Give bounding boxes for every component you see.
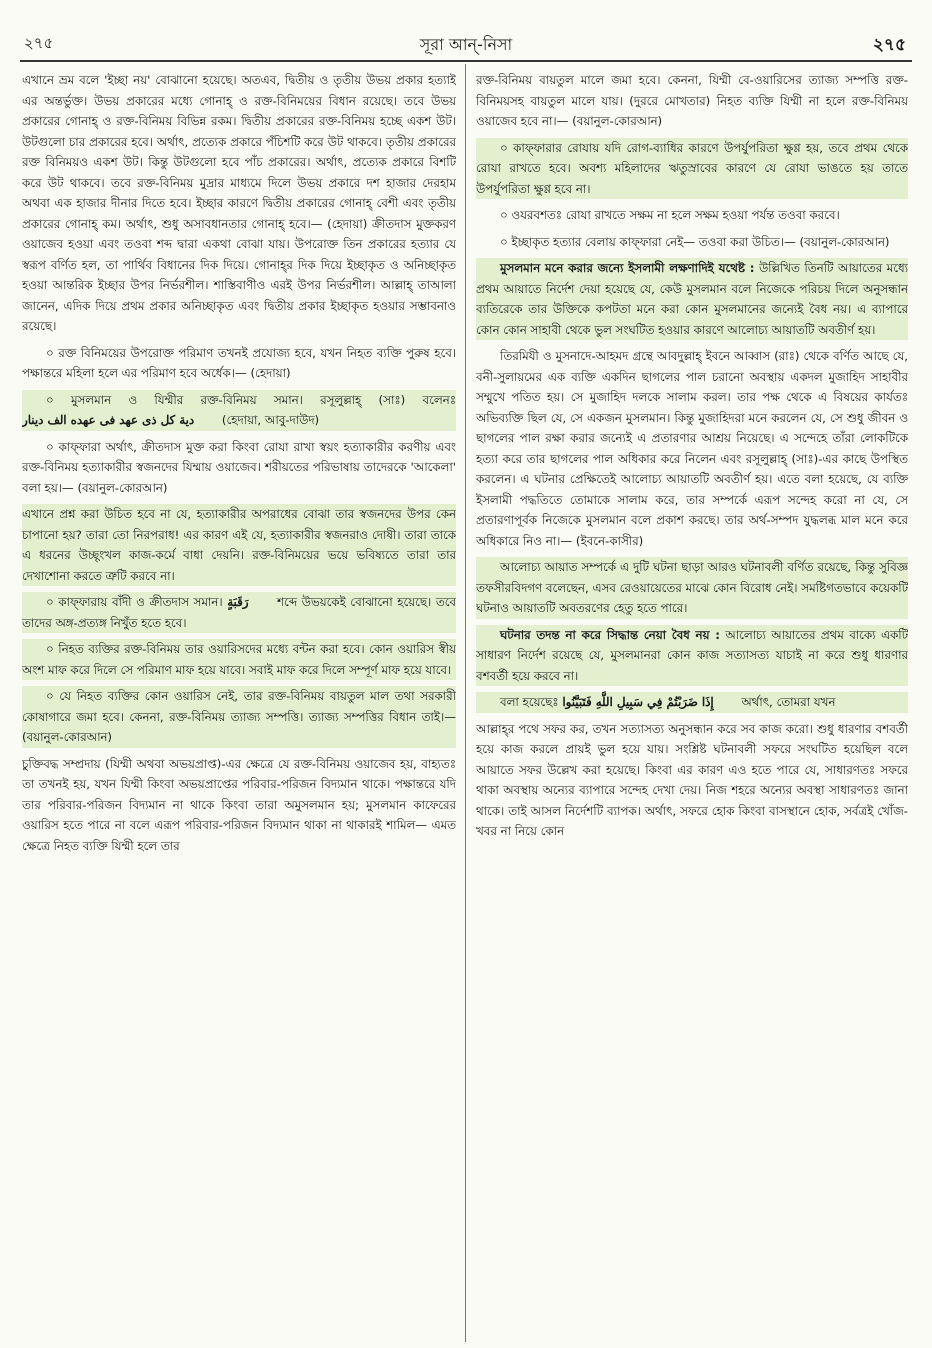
- paragraph-text: শব্দে উভয়কেই বোঝানো হয়েছে। তবে তাদের অঙ্গ-প্রত্যঙ্গ নিখুঁত হতে হবে।: [22, 595, 456, 630]
- page-header: [20, 30, 912, 56]
- section-heading: ঘটনার তদন্ত না করে সিদ্ধান্ত নেয়া বৈধ নয় :: [500, 627, 720, 642]
- paragraph: এখানে ভ্রম বলে 'ইচ্ছা নয়' বোঝানো হয়েছে। অতএব, দ্বিতীয় ও তৃতীয় উভয় প্রকার হত্যাই এর অন্তর্ভুক্ত। উভয় প্রকারের মধ্যে গোনাহ্‌ ও রক্ত-বিনিময়ের বিধান রয়েছে। তবে উভয় প্রকারের গোনাহ্‌ ও রক্ত-বিনিময় বিভিন্ন রকম। দ্বিতীয় প্রকারের রক্ত-বিনিময় হচ্ছে একশ উট। উটগুলো চার প্রকারের হবে। অর্থাৎ, প্রত্যেক প্রকারে পঁচিশটি করে উট থাকবে। তৃতীয় প্রকারের রক্ত বিনিময়ও একশ উট। কিন্তু উটগুলো হবে পাঁচ প্রকারের। অর্থাৎ, প্রত্যেক প্রকারে বিশটি করে উট থাকবে। তবে রক্ত-বিনিময় মুদ্রার মাধ্যমে দিলে উভয় প্রকারে দশ হাজার দেরহাম অথবা এক হাজার দীনার দিতে হবে। ইচ্ছার কারণে দ্বিতীয় প্রকারের গোনাহ্‌ বেশী এবং তৃতীয় প্রকারের গোনাহ্‌ কম। অর্থাৎ, শুধু অসাবধানতার গোনাহ্‌ হবে।— (হেদায়া) ক্রীতদাস মুক্তকরণ ওয়াজেব হওয়া এবং তওবা শব্দ দ্বারা একথা বোঝা যায়। উপরোক্ত তিন প্রকারের হত্যার যে স্বরূপ বর্ণিত হল, তা পার্থিব বিধানের দিক দিয়ে। গোনাহ্‌র দিক দিয়ে ইচ্ছাকৃত ও অনিচ্ছাকৃত হওয়া আন্তরিক ইচ্ছার উপর নির্ভরশীল। শাস্তিবাণীও এরই উপর নির্ভরশীল। আল্লাহ্‌ তাআলা জানেন, এদিক দিয়ে প্রথম প্রকার অনিচ্ছাকৃত এবং দ্বিতীয় প্রকার ইচ্ছাকৃত হওয়ার সম্ভাবনাও রয়েছে।: [22, 73, 456, 333]
- paragraph-text: আলোচ্য আয়াতের প্রথম বাক্যে একটি সাধারণ নির্দেশ রয়েছে যে, মুসলমানরা কোন কাজ সত্যাসত্য যাচাই না করে শুধু ধারণার বশবর্তী হয়ে করবে না।: [476, 627, 908, 683]
- paragraph: [476, 692, 908, 713]
- column-divider: [465, 64, 466, 1342]
- paragraph: আল্লাহ্‌র পথে সফর কর, তখন সত্যাসত্য অনুসন্ধান করে সব কাজ করো। শুধু ধারণার বশবর্তী হয়ে কাজ করলে প্রায়ই ভুল হয়ে যায়। সংশ্লিষ্ট ঘটনাবলী সফরে সংঘটিত হয়েছিল বলে আয়াতে সফর উল্লেখ করা হয়েছে। কিংবা এর কারণ এও হতে পারে যে, সাধারণতঃ সফরে থাকা অবস্থায় অন্যের ব্যাপারে সন্দেহ দেখা দেয়। নিজ শহরে অন্যের অবস্থা সাধারণতঃ জানা থাকে। তাই আসল নির্দেশটি ব্যাপক। অর্থাৎ, সফরে হোক কিংবা বাসস্থানে হোক, সর্বত্রই খোঁজ-খবর না নিয়ে কোন: [476, 721, 908, 838]
- paragraph: ০ কাফ্‌ফারা অর্থাৎ, ক্রীতদাস মুক্ত করা কিংবা রোযা রাখা স্বয়ং হত্যাকারীর করণীয় এবং রক্ত-বিনিময় হত্যাকারীর স্বজনদের যিম্মায় ওয়াজেব। শরীয়তের পরিভাষায় তাদেরকে 'আকেলা' বলা হয়।— (বয়ানুল-কোরআন): [22, 439, 456, 495]
- arabic-word: رَقَبَةٍ: [227, 595, 249, 609]
- paragraph: ০ নিহত ব্যক্তির রক্ত-বিনিময় তার ওয়ারিসদের মধ্যে বন্টন করা হবে। কোন ওয়ারিস স্বীয় অংশ মাফ করে দিলে সে পরিমাণ মাফ হয়ে যাবে। সবাই মাফ করে দিলে সম্পূর্ণ মাফ হয়ে যাবে।: [22, 639, 456, 680]
- header-rule: [20, 60, 912, 62]
- paragraph: আলোচ্য আয়াত সম্পর্কে এ দুটি ঘটনা ছাড়া আরও ঘটনাবলী বর্ণিত রয়েছে, কিন্তু সুবিজ্ঞ তফসীরবিদগণ বলেছেন, এসব রেওয়ায়েতের মাঝে কোন বিরোধ নেই। সমষ্টিগতভাবে কয়েকটি ঘটনাও আয়াতটি অবতরণের হেতু হতে পারে।: [476, 557, 908, 619]
- paragraph-text: উল্লিখিত তিনটি আয়াতের মধ্যে প্রথম আয়াতে নির্দেশ দেয়া হয়েছে যে, কেউ মুসলমান বলে নিজেকে পরিচয় দিলে অনুসন্ধান ব্যতিরেকে তার উক্তিকে কপটতা মনে করা কোন মুসলমানের জন্যেই বৈধ নয়। এ ব্যাপারে কোন কোন সাহাবী থেকে ভুল সংঘটিত হওয়ার কারণে আলোচ্য আয়াতটি অবতীর্ণ হয়।: [476, 261, 908, 337]
- paragraph: এখানে প্রশ্ন করা উচিত হবে না যে, হত্যাকারীর অপরাধের বোঝা তার স্বজনদের উপর কেন চাপানো হয়? তারা তো নিরপরাধ! এর কারণ এই যে, হত্যাকারীর স্বজনরাও দোষী। তারা তাকে এ ধরনের উচ্ছৃংখল কাজ-কর্মে বাধা দেয়নি। রক্ত-বিনিময়ের ভয়ে ভবিষ্যতে তারা তার দেখাশোনা করতে ত্রুটি করবে না।: [22, 504, 456, 586]
- paragraph: ০ ওযরবশতঃ রোযা রাখতে সক্ষম না হলে সক্ষম হওয়া পর্যন্ত তওবা করবে।: [500, 208, 840, 222]
- paragraph-text: ০ মুসলমান ও যিম্মীর রক্ত-বিনিময় সমান। রসূলুল্লাহ্‌ (সাঃ) বলেনঃ: [46, 392, 456, 407]
- paragraph: [22, 592, 456, 633]
- paragraph: তিরমিযী ও মুসনাদে-আহমদ গ্রন্থে আবদুল্লাহ্‌ ইবনে আব্বাস (রাঃ) থেকে বর্ণিত আছে যে, বনী-সুলায়মের এক ব্যক্তি একদিন ছাগলের পাল চরানো অবস্থায় একদল মুজাহিদ সাহাবীর সম্মুখে পতিত হয়। সে মুজাহিদ দলকে সালাম করল। তার পক্ষ থেকে এ বিষয়ের কার্যতঃ অভিব্যক্তি ছিল যে, সে একজন মুসলমান। কিন্তু মুজাহিদরা মনে করলেন যে, সে শুধু জীবন ও ছাগলের পাল রক্ষা করার জন্যেই এ প্রতারণার আশ্রয় নিয়েছে। এ সন্দেহে তাঁরা লোকটিকে হত্যা করে তার ছাগলের পাল অধিকার করে নিলেন এবং রসূলুল্লাহ্‌ (সাঃ)-এর কাছে উপস্থিত করলেন। এ ঘটনার প্রেক্ষিতেই আলোচ্য আয়াতটি অবতীর্ণ হয়। এতে বলা হয়েছে, যে ব্যক্তি ইসলামী পদ্ধতিতে তোমাকে সালাম করে, তার সম্পর্কে এরূপ সন্দেহ করো না যে, সে প্রতারণাপূর্বক নিজেকে মুসলমান বলে প্রকাশ করছে। তার অর্থ-সম্পদ যুদ্ধলব্ধ মাল মনে করে অধিকারে নিও না।— (ইবনে-কাসীর): [476, 349, 908, 548]
- arabic-verse: إِذَا ضَرَبْتُمْ فِي سَبِيلِ اللَّهِ فَتَبَيَّنُوا: [562, 695, 714, 709]
- running-title: সূরা আন্‌-নিসা: [419, 35, 513, 54]
- paragraph-text: ০ কাফ্‌ফারায় বাঁদী ও ক্রীতদাস সমান।: [46, 595, 223, 609]
- paragraph: [476, 258, 908, 340]
- paragraph: ০ রক্ত বিনিময়ের উপরোক্ত পরিমাণ তখনই প্রযোজ্য হবে, যখন নিহত ব্যক্তি পুরুষ হবে। পক্ষান্তরে মহিলা হলে এর পরিমাণ হবে অর্ধেক।— (হেদায়া): [22, 345, 456, 380]
- left-column: [22, 70, 456, 1338]
- paragraph: [22, 390, 456, 431]
- right-column: [476, 70, 908, 1338]
- paragraph-text: অর্থাৎ, তোমরা যখন: [741, 695, 836, 709]
- paragraph: চুক্তিবদ্ধ সম্প্রদায় (যিম্মী অথবা অভয়প্রাপ্ত)-এর ক্ষেত্রে যে রক্ত-বিনিময় ওয়াজেব হয়, বাহ্যতঃ তা তখনই হয়, যখন যিম্মী কিংবা অভয়প্রাপ্তের পরিবার-পরিজন বিদ্যমান থাকে। পক্ষান্তরে যদি তার পরিবার-পরিজন বিদ্যমান না থাকে কিংবা তারা অমুসলমান হয়; মুসলমান কাফেরের ওয়ারিস হতে পারে না বলে এরূপ পরিবার-পরিজন বিদ্যমান থাকা না থাকারই শামিল— এমত ক্ষেত্রে নিহত ব্যক্তি যিম্মী হলে তার: [22, 756, 456, 853]
- paragraph: ০ কাফ্‌ফারার রোযায় যদি রোগ-ব্যাধির কারণে উপর্যুপরিতা ক্ষুণ্ণ হয়, তবে প্রথম থেকে রোযা রাখতে হবে। অবশ্য মহিলাদের ঋতুস্রাবের কারণে যে রোযা ভাঙতে হয় তাতে উপর্যুপরিতা ক্ষুণ্ণ হবে না।: [476, 138, 908, 200]
- paragraph-text: বলা হয়েছেঃ: [500, 695, 559, 709]
- section-heading: মুসলমান মনে করার জন্যে ইসলামী লক্ষণাদিই যথেষ্ট :: [500, 261, 755, 275]
- arabic-quote: دية كل ذى عهد فى عهده الف دينار: [22, 413, 195, 427]
- page-number-left: ২৭৫: [24, 34, 54, 52]
- paragraph: ০ ইচ্ছাকৃত হত্যার বেলায় কাফ্‌ফারা নেই— তওবা করা উচিত।— (বয়ানুল-কোরআন): [500, 234, 890, 249]
- paragraph: ০ যে নিহত ব্যক্তির কোন ওয়ারিস নেই, তার রক্ত-বিনিময় বায়তুল মাল তথা সরকারী কোষাগারে জমা হবে। কেননা, রক্ত-বিনিময় ত্যাজ্য সম্পত্তি। ত্যাজ্য সম্পত্তির বিধান তাই।— (বয়ানুল-কোরআন): [22, 686, 456, 748]
- paragraph: রক্ত-বিনিময় বায়তুল মালে জমা হবে। কেননা, যিম্মী বে-ওয়ারিসের ত্যাজ্য সম্পত্তি রক্ত-বিনিময়সহ বায়তুল মালে যায়। (দুররে মোখতার) নিহত ব্যক্তি যিম্মী না হলে রক্ত-বিনিময় ওয়াজেব হবে না।— (বয়ানুল-কোরআন): [476, 73, 908, 128]
- paragraph: [476, 625, 908, 687]
- page-number-right: ২৭৫: [872, 35, 906, 55]
- citation: (হেদায়া, আবু-দাউদ): [221, 413, 320, 427]
